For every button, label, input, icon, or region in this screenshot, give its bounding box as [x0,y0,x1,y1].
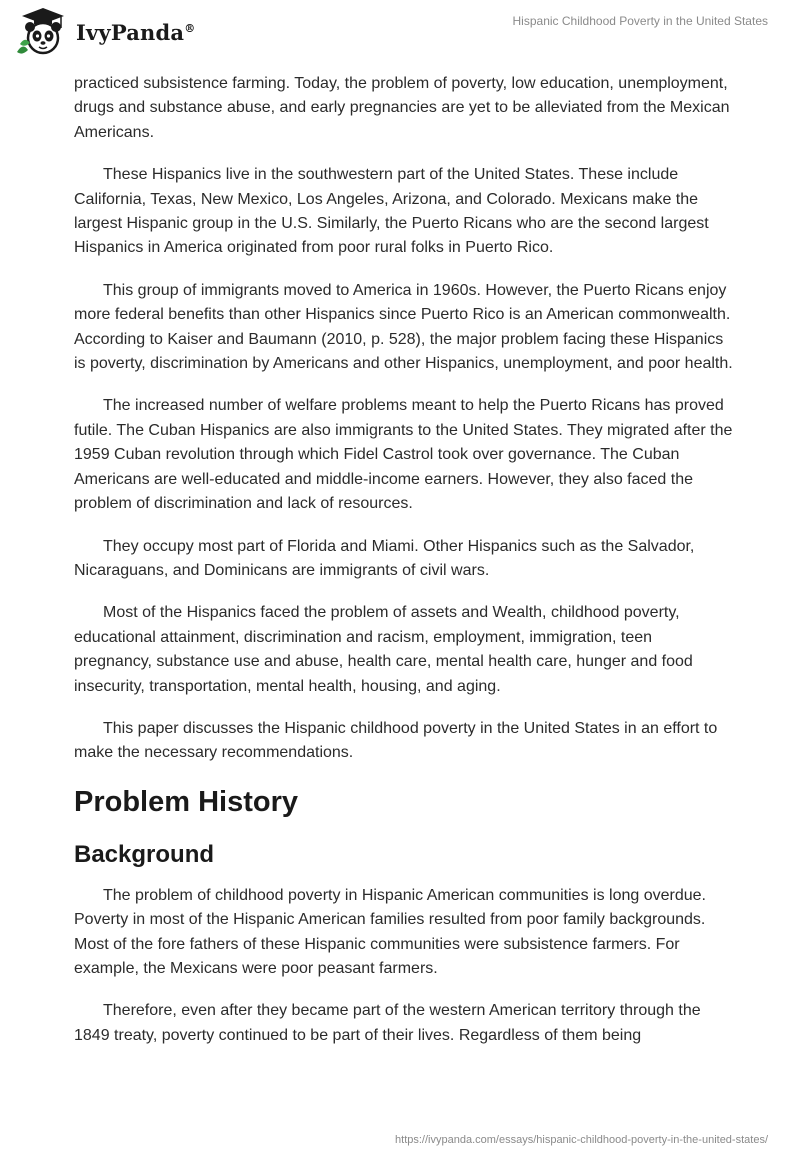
paragraph: This group of immigrants moved to America in 1960s. However, the Puerto Ricans enjoy more federal benefits than other Hispanics since Puerto Rico is an American commonwealth. According to Kaiser and Baumann (2010, p. 528), the major problem facing these Hispanics is poverty, discrimination by Americans and other Hispanics, unemployment, and poor health. [74,281,733,373]
brand-name: IvyPanda® [76,19,196,45]
article-body [74,72,734,1066]
document-title: Hispanic Childhood Poverty in the United States [512,14,768,28]
panda-graduate-icon [14,6,72,58]
paragraph: Most of the Hispanics faced the problem of assets and Wealth, childhood poverty, educational attainment, discrimination and racism, employment, immigration, teen pregnancy, substance use and abuse, health care, mental health care, hunger and food insecurity, transportation, mental health, housing, and aging. [74,604,693,695]
paragraph: practiced subsistence farming. Today, the problem of poverty, low education, unemployment, drugs and substance abuse, and early pregnancies are yet to be alleviated from the Mexican Americans. [74,75,730,141]
ivypanda-logo[interactable] [14,6,195,58]
page-header [0,0,800,70]
paragraph: Therefore, even after they became part of the western American territory through the 1849 treaty, poverty continued to be part of their lives. Regardless of them being [74,1002,701,1044]
paragraph: The increased number of welfare problems meant to help the Puerto Ricans has proved futile. The Cuban Hispanics are also immigrants to the United States. They migrated after the 1959 Cuban revolution through which Fidel Castrol took over governance. The Cuban Americans are well-educated and middle-income earners. However, they also faced the problem of discrimination and lack of resources. [74,397,733,513]
subsection-heading-background: Background [74,840,215,868]
paragraph: This paper discusses the Hispanic childhood poverty in the United States in an effort to make the necessary recommendations. [74,719,718,762]
source-url[interactable]: https://ivypanda.com/essays/hispanic-childhood-poverty-in-the-united-states/ [395,1134,768,1146]
paragraph: They occupy most part of Florida and Miami. Other Hispanics such as the Salvador, Nicaraguans, and Dominicans are immigrants of civil wars. [74,537,695,579]
paragraph: These Hispanics live in the southwestern part of the United States. These include California, Texas, New Mexico, Los Angeles, Arizona, and Colorado. Mexicans make the largest Hispanic group in the U.S. Similarly, the Puerto Ricans who are the second largest Hispanics in America originated from poor rural folks in Puerto Rico. [74,166,709,257]
section-heading-problem-history: Problem History [74,785,298,818]
paragraph: The problem of childhood poverty in Hispanic American communities is long overdue. Poverty in most of the Hispanic American families resulted from poor family backgrounds. Most of the fore fathers of these Hispanic communities were subsistence farmers. For example, the Mexicans were poor peasant farmers. [74,886,706,977]
